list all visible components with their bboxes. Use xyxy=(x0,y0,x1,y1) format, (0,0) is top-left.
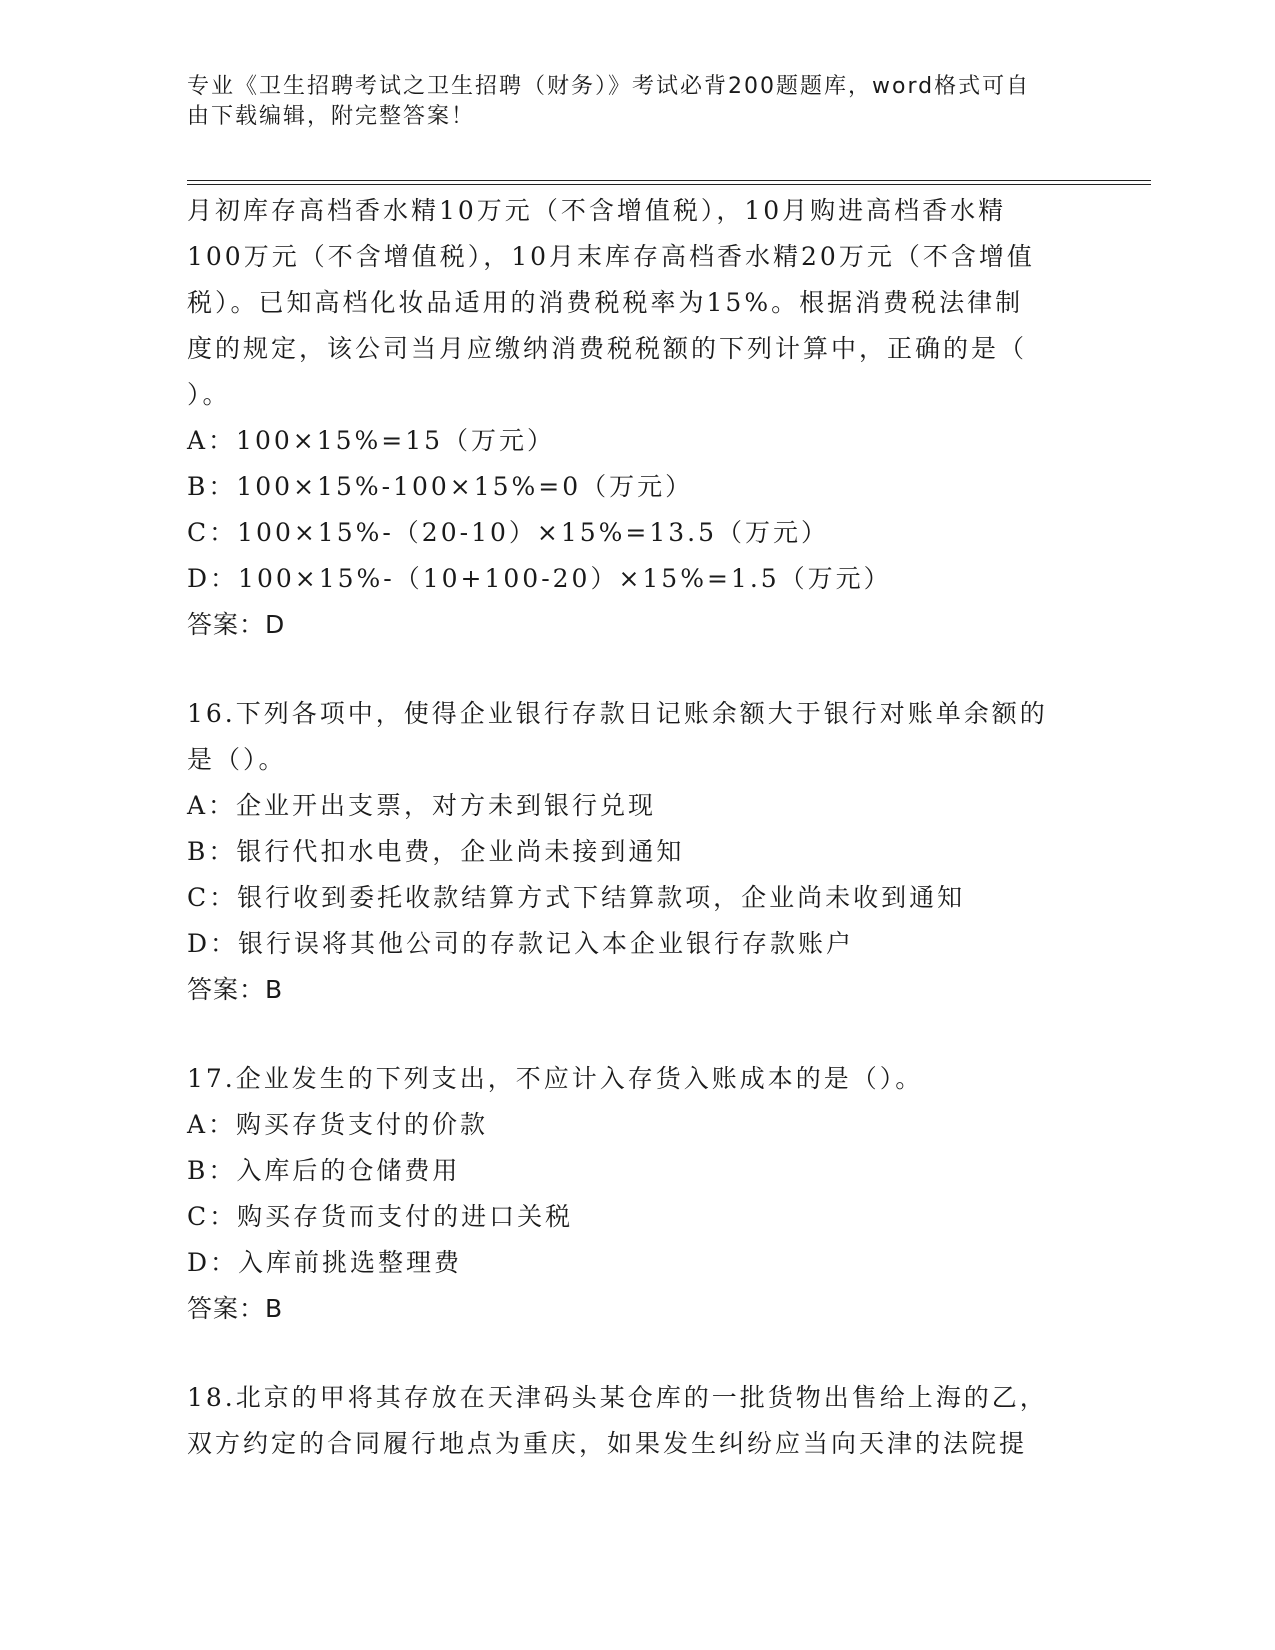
option-d: D：100×15%-（10+100-20）×15%=1.5（万元） xyxy=(187,564,892,593)
question-stem-line: 18.北京的甲将其存放在天津码头某仓库的一批货物出售给上海的乙， xyxy=(187,1383,1048,1412)
document-header xyxy=(187,72,1067,132)
question-stem-line: 100万元（不含增值税），10月末库存高档香水精20万元（不含增值 xyxy=(187,242,1035,271)
answer-label: 答案：B xyxy=(187,975,284,1004)
question-stem-line: ）。 xyxy=(187,380,231,409)
question-spacer xyxy=(187,1013,1087,1056)
answer-label: 答案：D xyxy=(187,610,286,639)
question-15 xyxy=(187,188,1087,648)
option-a: A：企业开出支票，对方未到银行兑现 xyxy=(187,791,657,820)
question-16 xyxy=(187,691,1087,1013)
option-c: C：购买存货而支付的进口关税 xyxy=(187,1202,574,1231)
option-a: A：购买存货支付的价款 xyxy=(187,1110,489,1139)
question-stem-line: 月初库存高档香水精10万元（不含增值税），10月购进高档香水精 xyxy=(187,196,1007,225)
question-stem-line: 双方约定的合同履行地点为重庆，如果发生纠纷应当向天津的法院提 xyxy=(187,1429,1028,1458)
header-line-1: 专业《卫生招聘考试之卫生招聘（财务）》考试必背200题题库，word格式可自 xyxy=(187,74,1031,99)
option-b: B：银行代扣水电费，企业尚未接到通知 xyxy=(187,837,685,866)
option-d: D：银行误将其他公司的存款记入本企业银行存款账户 xyxy=(187,929,855,958)
question-17 xyxy=(187,1056,1087,1332)
option-c: C：银行收到委托收款结算方式下结算款项，企业尚未收到通知 xyxy=(187,883,966,912)
question-spacer xyxy=(187,648,1087,691)
question-content xyxy=(187,188,1087,1467)
question-stem-line: 度的规定，该公司当月应缴纳消费税税额的下列计算中，正确的是（ xyxy=(187,334,1028,363)
answer-label: 答案：B xyxy=(187,1294,284,1323)
question-18 xyxy=(187,1375,1087,1467)
question-stem-line: 17.企业发生的下列支出，不应计入存货入账成本的是（）。 xyxy=(187,1064,924,1093)
option-c: C：100×15%-（20-10）×15%=13.5（万元） xyxy=(187,518,830,547)
header-divider-top xyxy=(187,180,1151,181)
question-stem-line: 是（）。 xyxy=(187,745,287,774)
header-divider-bottom xyxy=(187,184,1151,185)
option-b: B：100×15%-100×15%=0（万元） xyxy=(187,472,694,501)
header-line-2: 由下载编辑，附完整答案！ xyxy=(187,104,476,129)
question-stem-line: 税）。已知高档化妆品适用的消费税税率为15%。根据消费税法律制 xyxy=(187,288,1024,317)
option-d: D：入库前挑选整理费 xyxy=(187,1248,463,1277)
question-spacer xyxy=(187,1332,1087,1375)
option-a: A：100×15%=15（万元） xyxy=(187,426,556,455)
option-b: B：入库后的仓储费用 xyxy=(187,1156,461,1185)
question-stem-line: 16.下列各项中，使得企业银行存款日记账余额大于银行对账单余额的 xyxy=(187,699,1048,728)
